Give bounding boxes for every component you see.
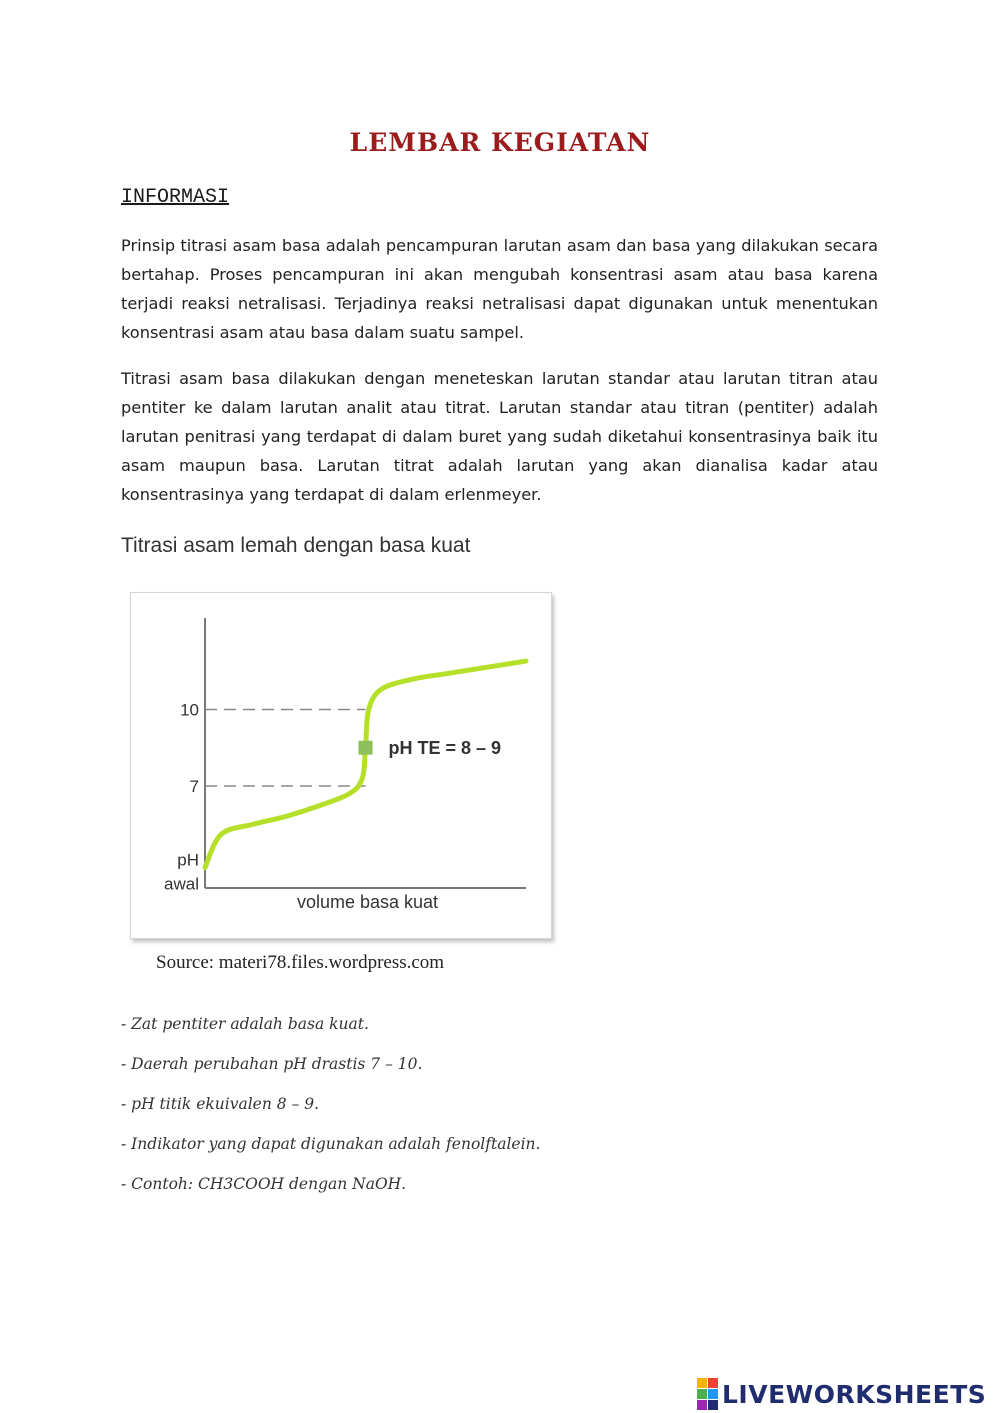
- titration-chart: [130, 592, 552, 939]
- titration-curve: [205, 661, 526, 868]
- notes-list: [121, 1012, 540, 1212]
- liveworksheets-logo: [697, 1379, 986, 1409]
- chart-heading: Titrasi asam lemah dengan basa kuat: [121, 534, 471, 557]
- source-caption: Source: materi78.files.wordpress.com: [156, 952, 445, 973]
- note-item: - Daerah perubahan pH drastis 7 – 10.: [121, 1055, 423, 1073]
- equivalence-point-label: pH TE = 8 – 9: [388, 737, 502, 758]
- note-item: - Indikator yang dapat digunakan adalah fenolftalein.: [121, 1135, 541, 1153]
- note-item: - Contoh: CH3COOH dengan NaOH.: [121, 1175, 407, 1193]
- paragraph-1: Prinsip titrasi asam basa adalah pencampuran larutan asam dan basa yang dilakukan secara bertahap. Proses pencampuran ini akan mengubah konsentrasi asam atau basa karena terjadi reaksi netralisasi. Terjadinya reaksi netralisasi dapat digunakan untuk menentukan konsentrasi asam atau basa dalam suatu sampel.: [121, 236, 878, 342]
- y-tick-label-7: 7: [189, 777, 199, 796]
- note-item: - pH titik ekuivalen 8 – 9.: [121, 1095, 320, 1113]
- section-heading: INFORMASI: [121, 186, 230, 209]
- x-axis-title: volume basa kuat: [296, 892, 439, 912]
- titration-chart-svg: [131, 593, 551, 938]
- ph-awal-label-line1: pH: [177, 850, 199, 870]
- y-tick-label-10: 10: [180, 700, 199, 720]
- ph-awal-label-line2: awal: [164, 874, 199, 894]
- note-item: - Zat pentiter adalah basa kuat.: [121, 1015, 369, 1033]
- liveworksheets-brand-text: LIVEWORKSHEETS: [722, 1379, 987, 1409]
- page-title: LEMBAR KEGIATAN: [349, 128, 651, 157]
- paragraph-2: Titrasi asam basa dilakukan dengan meneteskan larutan standar atau larutan titran atau pentiter ke dalam larutan analit atau titrat. Larutan standar atau titran (pentiter) adalah larutan penitrasi yang terdapat di dalam buret yang sudah diketahui konsentrasinya baik itu asam maupun basa. Larutan titrat adalah larutan yang akan dianalisa kadar atau konsentrasinya yang terdapat di dalam erlenmeyer.: [121, 369, 878, 504]
- liveworksheets-logo-icon: [697, 1378, 718, 1410]
- equivalence-point-marker: [359, 741, 373, 755]
